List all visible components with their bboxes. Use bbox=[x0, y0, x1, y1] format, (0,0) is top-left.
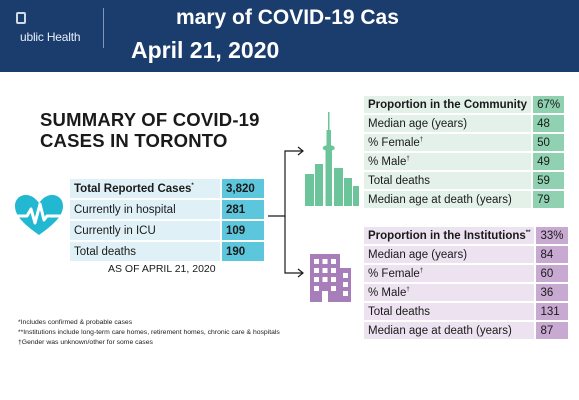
banner-date: April 21, 2020 bbox=[131, 37, 280, 63]
table-row bbox=[70, 200, 264, 219]
institutions-table bbox=[364, 225, 568, 341]
logo-text: ublic Health bbox=[20, 30, 81, 44]
institution-label: % Male† bbox=[364, 284, 534, 301]
cn-tower-skyline-icon bbox=[302, 112, 360, 206]
community-label: Proportion in the Community bbox=[364, 96, 531, 113]
summary-value: 109 bbox=[220, 221, 264, 240]
logo-mark-icon bbox=[16, 12, 26, 24]
community-label: % Male† bbox=[364, 153, 531, 170]
community-value: 49 bbox=[531, 153, 564, 170]
community-value: 67% bbox=[531, 96, 564, 113]
institution-label: Proportion in the Institutions** bbox=[364, 227, 534, 244]
institution-value: 36 bbox=[534, 284, 567, 301]
table-row bbox=[364, 265, 568, 282]
community-label: Median age at death (years) bbox=[364, 191, 531, 208]
table-row bbox=[70, 221, 264, 240]
footnote-line: †Gender was unknown/other for some cases bbox=[18, 339, 153, 346]
table-row bbox=[364, 303, 568, 320]
summary-label: Total Reported Cases* bbox=[70, 179, 220, 198]
table-row bbox=[364, 284, 568, 301]
summary-value: 281 bbox=[220, 200, 264, 219]
footnote-line: **Institutions include long-term care homes, retirement homes, chronic care & hospitals bbox=[18, 329, 280, 336]
community-label: Total deaths bbox=[364, 172, 531, 189]
main-heading bbox=[40, 109, 290, 151]
institution-value: 60 bbox=[534, 265, 567, 282]
header-banner bbox=[0, 0, 579, 72]
community-value: 59 bbox=[531, 172, 564, 189]
summary-infographic bbox=[0, 82, 579, 362]
institution-value: 87 bbox=[534, 322, 567, 339]
heart-pulse-icon bbox=[12, 192, 66, 238]
banner-divider bbox=[103, 8, 104, 48]
banner-title: mary of COVID-19 Cas bbox=[176, 6, 399, 29]
community-value: 79 bbox=[531, 191, 564, 208]
table-row bbox=[364, 172, 564, 189]
community-label: % Female† bbox=[364, 134, 531, 151]
institution-value: 33% bbox=[534, 227, 567, 244]
summary-value: 190 bbox=[220, 242, 264, 261]
table-row bbox=[364, 115, 564, 132]
table-row bbox=[364, 96, 564, 113]
main-heading-line2: CASES IN TORONTO bbox=[40, 130, 228, 151]
institution-label: Median age (years) bbox=[364, 246, 534, 263]
summary-table bbox=[70, 177, 264, 263]
table-row bbox=[70, 179, 264, 198]
table-row bbox=[364, 227, 568, 244]
institution-value: 131 bbox=[534, 303, 567, 320]
institution-label: Median age at death (years) bbox=[364, 322, 534, 339]
community-value: 50 bbox=[531, 134, 564, 151]
institution-label: % Female† bbox=[364, 265, 534, 282]
table-row bbox=[364, 134, 564, 151]
community-table bbox=[364, 94, 564, 210]
apartment-building-icon bbox=[306, 252, 352, 302]
institution-value: 84 bbox=[534, 246, 567, 263]
main-heading-line1: SUMMARY OF COVID-19 bbox=[40, 109, 260, 130]
community-label: Median age (years) bbox=[364, 115, 531, 132]
table-row bbox=[364, 322, 568, 339]
summary-value: 3,820 bbox=[220, 179, 264, 198]
toronto-public-health-logo bbox=[16, 10, 96, 50]
institution-label: Total deaths bbox=[364, 303, 534, 320]
table-row bbox=[364, 191, 564, 208]
summary-label: Total deaths bbox=[70, 242, 220, 261]
table-row bbox=[70, 242, 264, 261]
summary-label: Currently in ICU bbox=[70, 221, 220, 240]
footnote-line: *Includes confirmed & probable cases bbox=[18, 319, 133, 326]
as-of-date: AS OF APRIL 21, 2020 bbox=[108, 263, 216, 275]
table-row bbox=[364, 246, 568, 263]
summary-label: Currently in hospital bbox=[70, 200, 220, 219]
table-row bbox=[364, 153, 564, 170]
footnotes bbox=[18, 318, 280, 348]
community-value: 48 bbox=[531, 115, 564, 132]
